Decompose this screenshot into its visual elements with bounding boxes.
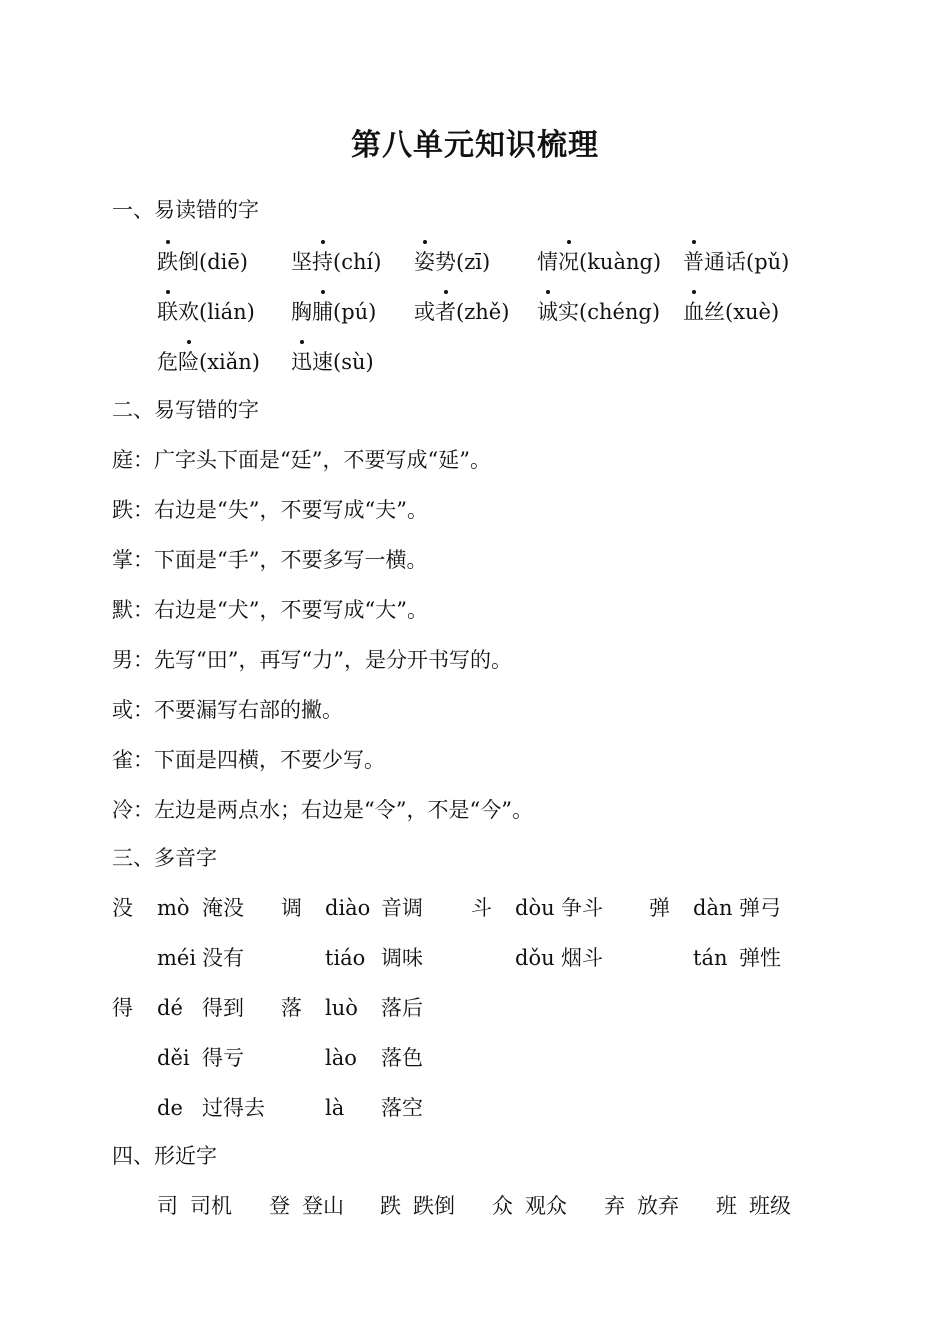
misread-word bbox=[414, 248, 490, 276]
pinyin: tiáo bbox=[325, 946, 366, 970]
example-word: 音调 bbox=[381, 896, 423, 920]
polyphonic-char: 弹 bbox=[649, 896, 670, 920]
pinyin: méi bbox=[157, 946, 197, 970]
misread-word bbox=[157, 298, 255, 326]
word-prefix: 坚 bbox=[291, 250, 312, 274]
example-word: 跌倒 bbox=[413, 1194, 455, 1218]
example-word: 弹弓 bbox=[739, 896, 781, 920]
example-word: 司机 bbox=[190, 1194, 232, 1218]
miswritten-char-note: 默：右边是“犬”，不要写成“大”。 bbox=[112, 598, 428, 622]
pinyin: dé bbox=[157, 996, 183, 1020]
example-word: 没有 bbox=[202, 946, 244, 970]
word-prefix: 危 bbox=[157, 350, 178, 374]
word-prefix: 胸 bbox=[291, 300, 312, 324]
emphasized-char: 血 bbox=[683, 300, 704, 324]
example-word: 落后 bbox=[381, 996, 423, 1020]
word-suffix: (chí) bbox=[333, 250, 382, 274]
word-suffix: 势(zī) bbox=[435, 250, 491, 274]
emphasized-char: 联 bbox=[157, 300, 178, 324]
similar-char: 班 bbox=[716, 1194, 737, 1218]
word-suffix: 实(chéng) bbox=[558, 300, 661, 324]
example-word: 弹性 bbox=[739, 946, 781, 970]
similar-char: 弃 bbox=[604, 1194, 625, 1218]
pinyin: děi bbox=[157, 1046, 190, 1070]
section-heading-miswritten: 二、易写错的字 bbox=[112, 398, 259, 422]
pinyin: tán bbox=[693, 946, 728, 970]
pinyin: diào bbox=[325, 896, 371, 920]
example-word: 登山 bbox=[302, 1194, 344, 1218]
miswritten-char-note: 冷：左边是两点水；右边是“令”，不是“今”。 bbox=[112, 798, 533, 822]
word-suffix: 通话(pǔ) bbox=[704, 250, 790, 274]
similar-char: 众 bbox=[492, 1194, 513, 1218]
polyphonic-char: 斗 bbox=[471, 896, 492, 920]
similar-char: 登 bbox=[269, 1194, 290, 1218]
example-word: 过得去 bbox=[202, 1096, 265, 1120]
example-word: 淹没 bbox=[202, 896, 244, 920]
emphasized-char: 脯 bbox=[312, 300, 333, 324]
example-word: 调味 bbox=[381, 946, 423, 970]
word-suffix: (pú) bbox=[333, 300, 377, 324]
similar-char: 跌 bbox=[380, 1194, 401, 1218]
page-title: 第八单元知识梳理 bbox=[351, 128, 599, 163]
emphasized-char: 跌 bbox=[157, 250, 178, 274]
emphasized-char: 险 bbox=[178, 350, 199, 374]
emphasized-char: 况 bbox=[558, 250, 579, 274]
pinyin: dòu bbox=[515, 896, 555, 920]
emphasized-char: 姿 bbox=[414, 250, 435, 274]
example-word: 得亏 bbox=[202, 1046, 244, 1070]
polyphonic-char: 调 bbox=[281, 896, 302, 920]
emphasized-char: 普 bbox=[683, 250, 704, 274]
example-word: 争斗 bbox=[561, 896, 603, 920]
misread-word bbox=[683, 248, 789, 276]
example-word: 班级 bbox=[749, 1194, 791, 1218]
misread-word bbox=[157, 348, 260, 376]
section-heading-misread: 一、易读错的字 bbox=[112, 198, 259, 222]
word-suffix: (zhě) bbox=[456, 300, 510, 324]
word-suffix: 欢(lián) bbox=[178, 300, 255, 324]
pinyin: lào bbox=[325, 1046, 357, 1070]
miswritten-char-note: 或：不要漏写右部的撇。 bbox=[112, 698, 343, 722]
pinyin: de bbox=[157, 1096, 183, 1120]
polyphonic-char: 落 bbox=[281, 996, 302, 1020]
example-word: 落色 bbox=[381, 1046, 423, 1070]
emphasized-char: 诚 bbox=[537, 300, 558, 324]
emphasized-char: 者 bbox=[435, 300, 456, 324]
misread-word bbox=[537, 248, 661, 276]
similar-char-item bbox=[604, 1192, 679, 1220]
section-heading-similar: 四、形近字 bbox=[112, 1144, 217, 1168]
similar-char: 司 bbox=[157, 1194, 178, 1218]
pinyin: luò bbox=[325, 996, 358, 1020]
example-word: 放弃 bbox=[637, 1194, 679, 1218]
word-prefix: 或 bbox=[414, 300, 435, 324]
emphasized-char: 持 bbox=[312, 250, 333, 274]
example-word: 烟斗 bbox=[561, 946, 603, 970]
miswritten-char-note: 雀：下面是四横，不要少写。 bbox=[112, 748, 385, 772]
similar-char-item bbox=[157, 1192, 232, 1220]
misread-word bbox=[291, 298, 376, 326]
miswritten-char-note: 男：先写“田”，再写“力”，是分开书写的。 bbox=[112, 648, 512, 672]
miswritten-char-note: 跌：右边是“失”，不要写成“夫”。 bbox=[112, 498, 428, 522]
word-suffix: 速(sù) bbox=[312, 350, 374, 374]
example-word: 得到 bbox=[202, 996, 244, 1020]
pinyin: dàn bbox=[693, 896, 733, 920]
emphasized-char: 迅 bbox=[291, 350, 312, 374]
misread-word bbox=[683, 298, 779, 326]
pinyin: là bbox=[325, 1096, 345, 1120]
word-prefix: 情 bbox=[537, 250, 558, 274]
misread-word bbox=[157, 248, 248, 276]
polyphonic-char: 没 bbox=[112, 896, 133, 920]
pinyin: dǒu bbox=[515, 946, 555, 970]
similar-char-item bbox=[492, 1192, 567, 1220]
polyphonic-char: 得 bbox=[112, 996, 133, 1020]
miswritten-char-note: 掌：下面是“手”，不要多写一横。 bbox=[112, 548, 428, 572]
similar-char-item bbox=[269, 1192, 344, 1220]
misread-word bbox=[291, 248, 381, 276]
example-word: 观众 bbox=[525, 1194, 567, 1218]
misread-word bbox=[537, 298, 660, 326]
similar-char-item bbox=[716, 1192, 791, 1220]
misread-word bbox=[291, 348, 374, 376]
word-suffix: 倒(diē) bbox=[178, 250, 248, 274]
pinyin: mò bbox=[157, 896, 190, 920]
misread-word bbox=[414, 298, 509, 326]
similar-char-item bbox=[380, 1192, 455, 1220]
word-suffix: 丝(xuè) bbox=[704, 300, 780, 324]
miswritten-char-note: 庭：广字头下面是“廷”，不要写成“延”。 bbox=[112, 448, 491, 472]
example-word: 落空 bbox=[381, 1096, 423, 1120]
word-suffix: (kuàng) bbox=[579, 250, 662, 274]
section-heading-polyphonic: 三、多音字 bbox=[112, 846, 217, 870]
word-suffix: (xiǎn) bbox=[199, 350, 260, 374]
